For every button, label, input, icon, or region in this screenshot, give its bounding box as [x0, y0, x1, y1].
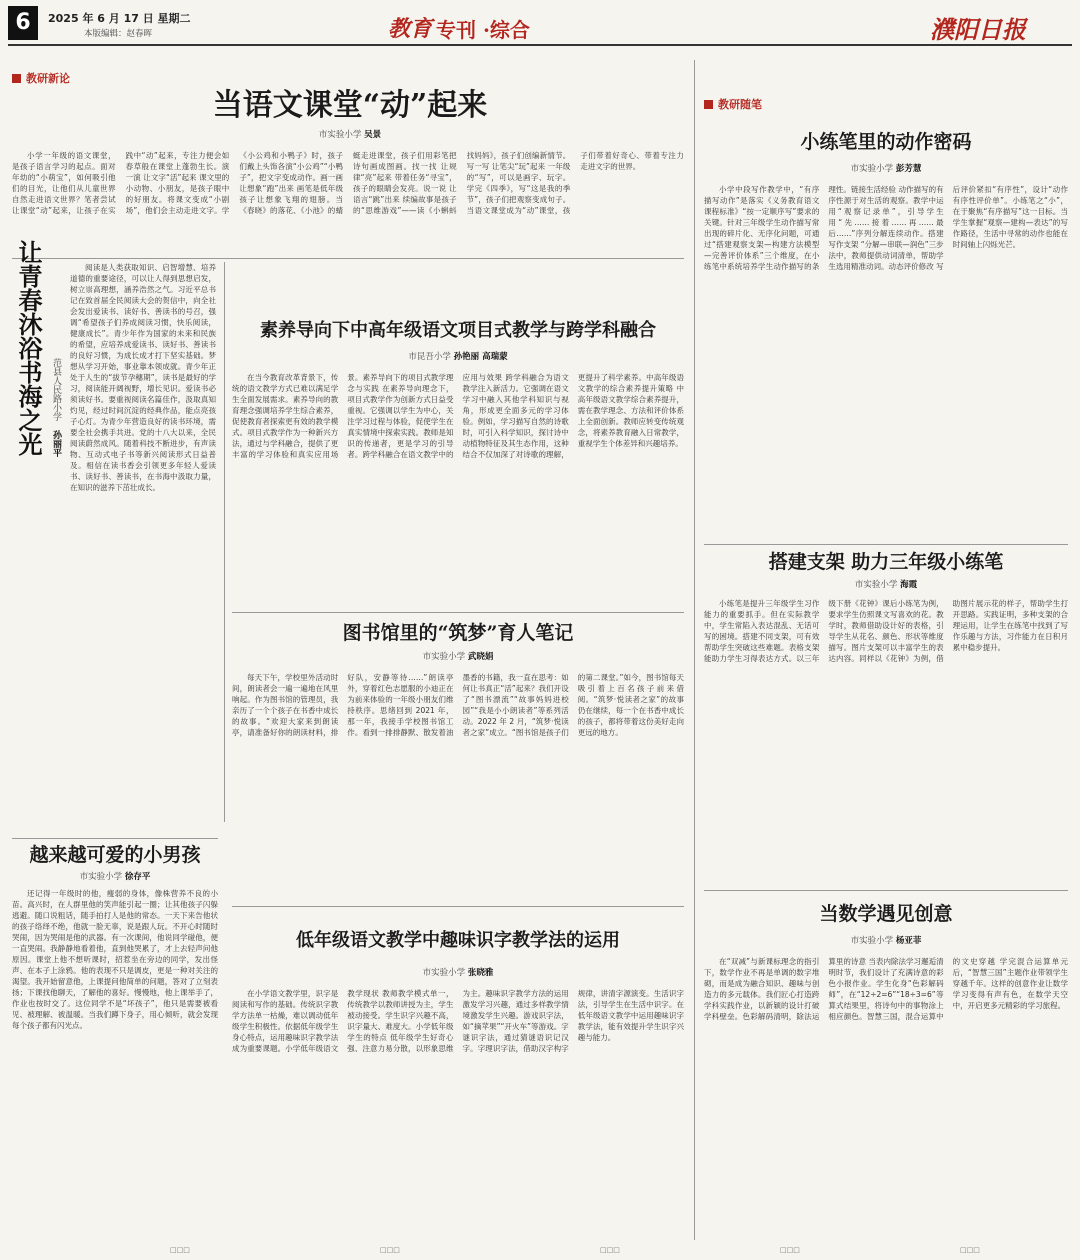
- byline-school: 市实验小学: [850, 164, 894, 174]
- byline-a1: [30, 128, 670, 140]
- tag-square-icon: [704, 100, 713, 109]
- byline-author: 彭芳慧: [895, 164, 922, 174]
- body-text: 还记得一年级时的他，瘦弱的身体，像株营养不良的小苗。高兴时，在人群里他的笑声能引起一圈；让其他孩子闪躲逃避。随口说粗话，随手拍打人是他的常态。一天下来告他状的孩子络绎不绝，他就一脸无辜，说是跟人玩。不开心时随时哭闹，因为哭闹是他的武器。有一次课间，他说同学碰他，便一直哭闹。我静静地看着他，直到他哭累了，才上去轻声问他原因。课堂上他不想听课时，招惹坐在旁边的同学，发出怪声、在本子上涂鸦。他的表现不只是调皮，更是一种对关注的渴望。我开始留意他，上课提问他简单的问题，答对了立刻表扬；下课找他聊天，了解他的喜好。慢慢地，他上课举手了，作业也按时交了。这位同学不是“坏孩子”，他只是需要被看见、被理解、被温暖。当我们蹲下身子，用心倾听，就会发现每个孩子都有闪光点。: [12, 889, 218, 1030]
- article-body-a3: [70, 262, 216, 832]
- footer-mark: □□□: [780, 1246, 800, 1254]
- divider: [232, 906, 684, 907]
- article-body-a7: [704, 184, 1068, 538]
- body-text: 小练笔是提升三年级学生习作能力的重要抓手。但在实际教学中，学生常陷入表达混乱、无话可写的困境。搭建不同支架，可有效帮助学生突破这些难题。表格支架能助力学生习得表达方式。以三年级下册《花钟》课后小练笔为例，要求学生仿照课文写喜欢的花。教学时，教师借助设计好的表格，引导学生从花名、颜色、形状等维度描写。图片支架可以丰富学生的表达内容。同样以《花钟》为例，借助图片展示花的样子，帮助学生打开思路。实践证明，多种支架的合理运用，让学生在练笔中找到了写作乐趣与方法，习作能力在日积月累中稳步提升。: [704, 599, 1068, 663]
- byline-author: 徐存平: [124, 872, 151, 882]
- byline-school: 市实验小学: [854, 580, 898, 590]
- article-body-a2: [232, 372, 684, 608]
- footer-marks: [0, 1246, 1080, 1258]
- byline-a5: [232, 650, 684, 662]
- article-title-a9: 当数学遇见创意: [819, 903, 953, 925]
- byline-author: 武晓娟: [467, 652, 494, 662]
- article-body-a1: [12, 150, 684, 250]
- byline-a6: [232, 966, 684, 978]
- body-text: 在小学语文教学里，识字是阅读和写作的基础。传统识字教学方法单一枯燥，难以调动低年级学生积极性。依据低年级学生身心特点，运用趣味识字教学法成为重要课题。小学低年级语文教学现状 教师教学模式单一，传统教学以教师讲授为主，学生被动接受。学生识字兴趣不高，识字量大、难度大。小学低年级学生的特点 低年级学生好奇心强、注意力易分散，以形象思维为主。趣味识字教学方法的运用 激发学习兴趣，通过多样教学情境激发学生兴趣。游戏识字法，如“摘苹果”“开火车”等游戏。字谜识字法，通过猜谜语识记汉字。字理识字法，借助汉字构字规律，讲清字源演变。生活识字法，引导学生在生活中识字。在低年级语文教学中运用趣味识字教学法，能有效提升学生识字兴趣与能力。: [232, 989, 684, 1053]
- byline-school: 市实验小学: [318, 130, 362, 140]
- body-text: 每天下午，学校里外活动时间，朗读者会一遍一遍地在风里响起。作为图书馆的管理员，我亲历了一个个孩子在书香中成长的故事。“欢迎大家来到朗读亭，请准备好你的朗读材料，排好队，安静等待……”朗读亭外，穿着红色志愿服的小迪正在为前来体验的一年级小朋友们维持秩序。思绪回到 2021 年，那一年，我接手学校图书馆工作。看到一排排静默、散发着油墨香的书籍，我一直在思考：如何让书真正“活”起来？我们开设了“图书漂流”“故事妈妈进校园”“我是小小朗读者”等系列活动。2022 年 2 月，“筑梦·悦读者之家”成立。“图书馆是孩子们的第二课堂。”如今，图书馆每天吸引着上百名孩子前来借阅。“筑梦·悦读者之家”的故事仍在继续，每一个在书香中成长的孩子，都将带着这份美好走向更远的地方。: [232, 673, 684, 737]
- divider: [12, 838, 218, 839]
- issue-date: 2025 年 6 月 17 日 星期二: [48, 12, 191, 25]
- section-tag-jiaoyan-xinlun: [12, 70, 70, 86]
- article-body-a6: [232, 988, 684, 1240]
- byline-author: 孙丽平: [51, 429, 61, 457]
- section-tag-jiaoyan-suibi: [704, 96, 762, 112]
- byline-school: 市实验小学: [422, 652, 466, 662]
- tag-square-icon: [12, 74, 21, 83]
- byline-a3: [48, 358, 62, 457]
- byline-school: 市实验小学: [422, 968, 466, 978]
- article-title-a1: 当语文课堂“动”起来: [212, 88, 488, 123]
- article-title-a6: 低年级语文教学中趣味识字教学法的运用: [296, 930, 620, 951]
- byline-author: 海霞: [900, 580, 918, 590]
- article-body-a5: [232, 672, 684, 898]
- byline-author: 杨亚菲: [895, 936, 922, 946]
- article-title-a7: 小练笔里的动作密码: [800, 131, 972, 153]
- byline-author: 吴景: [364, 130, 382, 140]
- divider: [12, 258, 684, 259]
- article-body-a4: [12, 888, 218, 1240]
- column-divider: [224, 262, 225, 822]
- divider: [704, 890, 1068, 891]
- body-text: 小学一年级的语文课堂，是孩子语言学习的起点。面对年幼的“小萌宝”，如何吸引他们的目光，让他们从儿童世界自然走进语文世界？笔者尝试让课堂“动”起来，让孩子在实践中“动”起来，专注力便会如春草般在课堂上蓬勃生长。演一演 让文字“活”起来 课文里的小动物、小朋友，是孩子眼中的好朋友。将课文变成“小剧场”，他们会主动走进文字。学《小公鸡和小鸭子》时，孩子们戴上头饰各演“小公鸡”“小鸭子”，把文字变成动作。画一画 让想象“跑”出来 画笔是低年级孩子让想象飞翔的翅膀。当《春晓》的落花、《小池》的蜻蜓走进课堂，孩子们用彩笔把诗句画成图画。找一找 让规律“亮”起来 带着任务“寻宝”，孩子的眼睛会发亮。说一说 让语言“跳”出来 续编故事是孩子的“思维游戏”——读《小蝌蚪找妈妈》，孩子们创编新情节。写一写 让笔尖“玩”起来 一年级的“写”，可以是画字、玩字。学完《四季》，写“这是我的季节”，孩子们把观察变成句子。当语文课堂成为“动”课堂，孩子们带着好奇心、带着专注力走进文字的世界。: [12, 151, 684, 215]
- page-number: 6: [8, 6, 38, 40]
- footer-mark: □□□: [380, 1246, 400, 1254]
- article-body-a9: [704, 956, 1068, 1240]
- paper-masthead: 濮阳日报: [930, 15, 1026, 44]
- article-title-a5: 图书馆里的“筑梦”育人笔记: [342, 622, 574, 644]
- byline-a7: [704, 162, 1068, 174]
- article-title-a3: 让青春沐浴书海之光: [14, 240, 43, 456]
- divider: [704, 544, 1068, 545]
- header-rule: [8, 44, 1072, 46]
- byline-author: 孙艳丽 高瑞蒙: [453, 352, 508, 362]
- body-text: 小学中段写作教学中，“有序描写动作”是落实《义务教育语文课程标准》“按一定顺序写”要求的关键。针对三年级学生动作描写常出现的碎片化、无序化问题，可通过“搭建观察支架—构建方法模型—完善评价体系”三个维度，在小练笔中系统培养学生动作描写的条理性。链接生活经验 动作描写的有序性源于对生活的观察。教学中运用“观察记录单”，引导学生用“先……接着……再……最后……”序列分解连续动作。搭建写作支架 “分解—串联—润色”三步法中，教师提供动词清单，帮助学生选用精准动词。动态评价修改 写后评价紧扣“有序性”，设计“动作有序性评价单”。小练笔之“小”，在于聚焦“有序描写”这一目标。当学生掌握“观察—建构—表达”的写作路径，生活中寻常的动作也能在时间轴上闪烁光芒。: [704, 185, 1068, 271]
- divider: [232, 612, 684, 613]
- body-text: 在当今教育改革背景下，传统的语文教学方式已难以满足学生全面发展需求。素养导向的教育理念强调培养学生综合素养，促使教育者探索更有效的教学模式。项目式教学作为一种新兴方法，通过与学科融合，提供了更丰富的学习体验和真实应用场景。素养导向下的项目式教学理念与实践 在素养导向理念下，项目式教学作为创新方式日益受重视。它强调以学生为中心，关注学习过程与体验，促使学生在真实情境中探索实践。教师是知识的传递者，更是学习的引导者。跨学科融合在语文教学中的应用与效果 跨学科融合为语文教学注入新活力。它强调在语文学习中融入其他学科知识与视角，形成更全面多元的学习体验。例如，学习描写自然的诗歌时，可引入科学知识，探讨诗中动植物特征及其生态作用，这种结合不仅加深了对诗歌的理解，更提升了科学素养。中高年级语文教学的综合素养提升策略 中高年级语文教学综合素养提升，需在教学理念、方法和评价体系上全面创新。教师应转变传统观念，将素养教育融入日常教学，重视学生个体差异和兴趣培养。: [232, 373, 684, 459]
- article-body-a8: [704, 598, 1068, 884]
- byline-school: 范县人民路小学: [51, 358, 61, 421]
- byline-author: 张晓雅: [467, 968, 494, 978]
- article-title-a2: 素养导向下中高年级语文项目式教学与跨学科融合: [260, 320, 656, 341]
- footer-mark: □□□: [960, 1246, 980, 1254]
- tag-label: 教研新论: [26, 72, 70, 85]
- byline-school: 市昆吾小学: [408, 352, 451, 362]
- section-brand: 教育: [388, 16, 433, 42]
- byline-school: 市实验小学: [79, 872, 123, 882]
- byline-a8: [704, 578, 1068, 590]
- tag-label: 教研随笔: [718, 98, 762, 111]
- article-title-a8: 搭建支架 助力三年级小练笔: [768, 551, 1004, 573]
- byline-a9: [704, 934, 1068, 946]
- byline-school: 市实验小学: [850, 936, 894, 946]
- page-editor: 本版编辑：赵春晖: [84, 29, 153, 39]
- body-text: 阅读是人类获取知识、启智增慧、培养道德的重要途径，可以让人得到思想启发，树立崇高理想，涵养浩然之气。习近平总书记在致首届全民阅读大会的贺信中，向全社会发出爱读书、读好书、善读书的号召，强调“希望孩子们养成阅读习惯，快乐阅读，健康成长”。青少年作为国家的未来和民族的希望，应培养成爱读书、读好书、善读书的良好习惯，为成长成才打下坚实基础。梦想从学习开始，事业靠本领成就。青少年正处于人生的“拔节孕穗期”，读书是最好的学习，阅读能开阔视野，增长见识。爱读书必须读好书。要重视阅读名篇佳作，汲取真知灼见，经过时间沉淀的经典作品，能点亮孩子心灯。为青少年营造良好的读书环境，需要全社会携手共进。党的十八大以来，全民阅读蔚然成风。随着科技不断进步，有声读物、互动式电子书等新兴阅读形式日益普及。相信在读书香会引领更多年轻人爱读书、读好书、善读书，在书海中汲取力量，在知识的滋养下茁壮成长。: [70, 263, 216, 492]
- column-divider: [694, 60, 695, 1240]
- byline-a2: [232, 350, 684, 362]
- section-title: 专刊 ·综合: [436, 18, 530, 42]
- footer-mark: □□□: [600, 1246, 620, 1254]
- body-text: 在“双减”与新课标理念的指引下，数学作业不再是单调的数字堆砌，而是成为融合知识、趣味与创造力的多元载体。我们匠心打造跨学科实践作业，以新颖的设计打破学科壁垒。色彩解码清明，除法运算里的诗意 当表内除法学习邂逅清明时节，我们设计了充满诗意的彩色小报作业。学生化身“色彩解码师”，在“12÷2=6”“18÷3=6”等算式结果里，将诗句中的事物涂上相应颜色。智慧三国，混合运算中的文史穿越 学完混合运算单元后，“智慧三国”主题作业带领学生穿越千年。这样的创意作业让数学学习变得有声有色，在数学天空中，开启更多元精彩的学习旅程。: [704, 957, 1068, 1021]
- article-title-a4: 越来越可爱的小男孩: [29, 844, 201, 866]
- footer-mark: □□□: [170, 1246, 190, 1254]
- byline-a4: [12, 870, 218, 882]
